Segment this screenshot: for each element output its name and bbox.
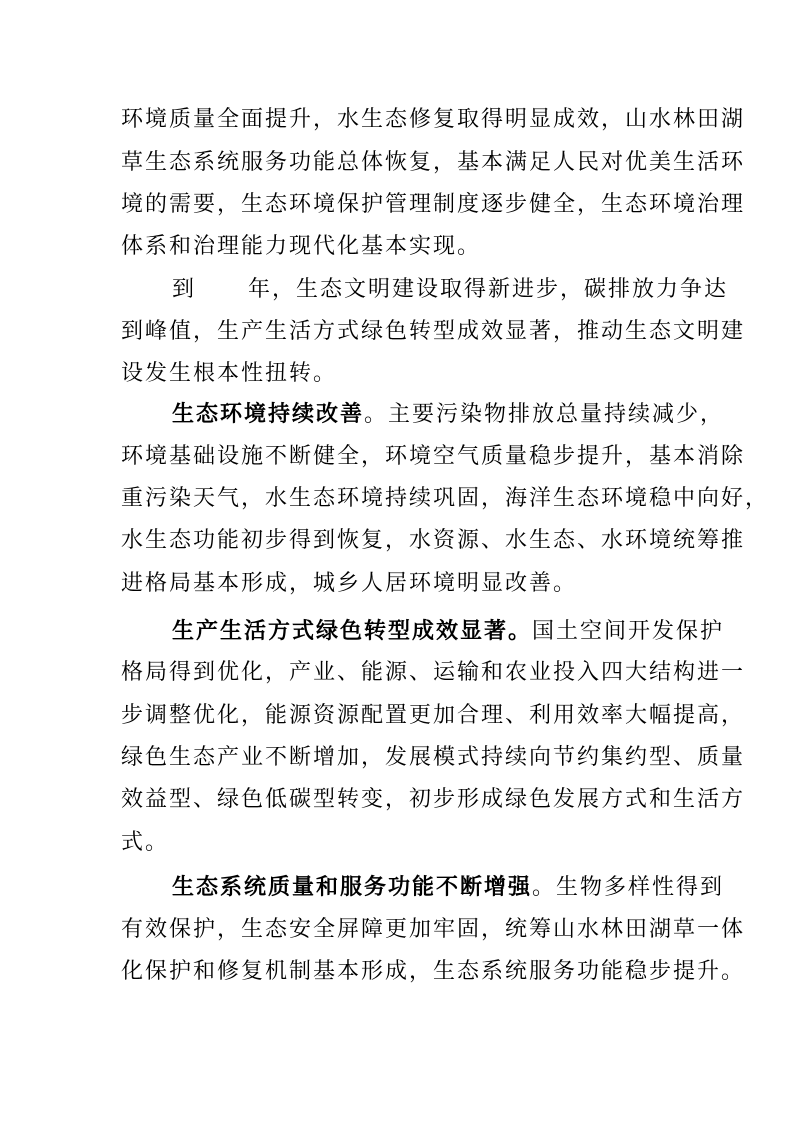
p5-line-1: [172, 867, 725, 907]
p4-line-5: 效益型、绿色低碳型转变，初步形成绿色发展方式和生活方: [121, 787, 746, 812]
p1-line-4: 体系和治理能力现代化基本实现。: [121, 234, 482, 259]
p2-line-2: 到峰值，生产生活方式绿色转型成效显著，推动生态文明建: [121, 319, 746, 344]
p3-line-2: 环境基础设施不断健全，环境空气质量稳步提升，基本消除: [121, 444, 746, 469]
p3-line-3: 重污染天气，水生态环境持续巩固，海洋生态环境稳中向好，: [121, 486, 770, 511]
p4-line-6: 式。: [121, 830, 170, 855]
p5-heading: 生态系统质量和服务功能不断增强: [172, 874, 533, 900]
p3-first-rest: 。主要污染物排放总量持续减少，: [364, 402, 725, 427]
p2-lead-a: 到: [172, 277, 197, 302]
p4-line-1: [172, 611, 725, 651]
p5-first-rest: 。生物多样性得到: [532, 875, 725, 900]
p2-lead-b: 年，生态文明建设取得新进步，碳排放力争达: [248, 277, 729, 302]
p3-line-5: 进格局基本形成，城乡人居环境明显改善。: [121, 571, 578, 596]
p4-heading: 生产生活方式绿色转型成效显著。: [172, 618, 533, 644]
p4-line-2: 格局得到优化，产业、能源、运输和农业投入四大结构进一: [121, 660, 746, 685]
p4-line-3: 步调整优化，能源资源配置更加合理、利用效率大幅提高，: [121, 703, 746, 728]
p1-line-3: 境的需要，生态环境保护管理制度逐步健全，生态环境治理: [121, 192, 746, 217]
p3-line-4: 水生态功能初步得到恢复，水资源、水生态、水环境统筹推: [121, 528, 746, 553]
p2-line-1: [172, 270, 729, 310]
p5-line-3: 化保护和修复机制基本形成，生态系统服务功能稳步提升。: [121, 959, 746, 984]
p3-heading: 生态环境持续改善: [172, 401, 365, 427]
p1-line-2: 草生态系统服务功能总体恢复，基本满足人民对优美生活环: [121, 150, 746, 175]
p5-line-2: 有效保护，生态安全屏障更加牢固，统筹山水林田湖草一体: [121, 917, 746, 942]
p2-line-3: 设发生根本性扭转。: [121, 361, 338, 386]
p3-line-1: [172, 394, 725, 434]
p4-first-rest: 国土空间开发保护: [532, 619, 725, 644]
p4-line-4: 绿色生态产业不断增加，发展模式持续向节约集约型、质量: [121, 745, 746, 770]
p1-line-1: 环境质量全面提升，水生态修复取得明显成效，山水林田湖: [121, 107, 746, 132]
